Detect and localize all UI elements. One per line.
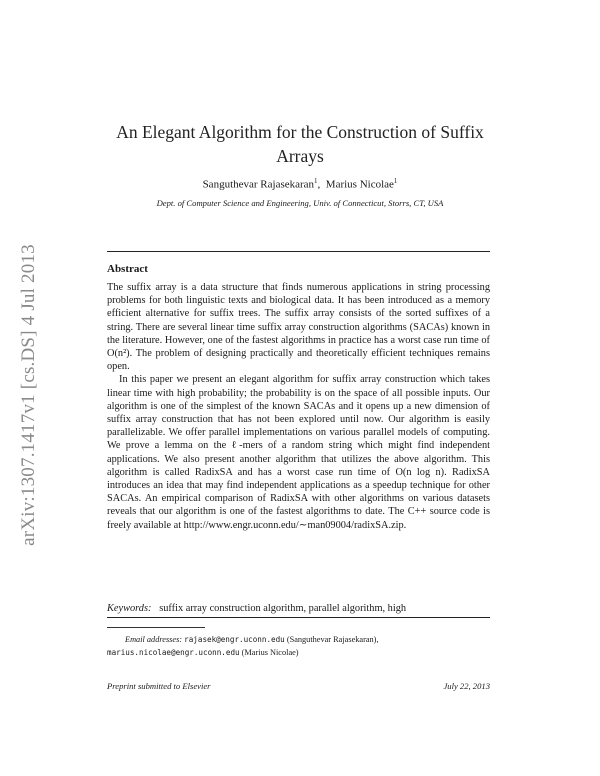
abstract-heading: Abstract xyxy=(107,263,148,275)
title-line-2: Arrays xyxy=(276,146,324,166)
author-2-mark: 1 xyxy=(393,177,398,185)
paper-title xyxy=(110,120,490,168)
keywords xyxy=(107,602,490,615)
footnote-rule xyxy=(107,627,205,628)
email-2[interactable]: marius.nicolae@engr.uconn.edu xyxy=(107,647,240,657)
footnote-line-1 xyxy=(107,634,490,647)
arxiv-stamp xyxy=(18,205,40,585)
author-1: Sanguthevar Rajasekaran xyxy=(202,178,315,191)
abstract-top-rule xyxy=(107,251,490,252)
title-line-1: An Elegant Algorithm for the Construction of Suffix xyxy=(116,122,484,142)
email-2-owner: (Marius Nicolae) xyxy=(241,647,299,657)
author-1-mark: 1 xyxy=(314,177,318,185)
abstract-bottom-rule xyxy=(107,617,490,618)
footer-preprint: Preprint submitted to Elsevier xyxy=(107,681,211,691)
footnote-line-2 xyxy=(107,647,490,660)
page-footer xyxy=(107,681,490,691)
affiliation: Dept. of Computer Science and Engineering, Univ. of Connecticut, Storrs, CT, USA xyxy=(156,198,444,208)
abstract-body xyxy=(107,281,490,532)
abstract-paragraph-1: The suffix array is a data structure that finds numerous applications in string processing problems for both linguistic texts and biological data. It has been introduced as a memory efficient alternative for suffix trees. The suffix array consists of the sorted suffixes of a string. There are several linear time suffix array construction algorithms (SACAs) known in the literature. However, one of the fastest algorithms in practice has a worst case run time of O(n²). The problem of designing practically and theoretically efficient techniques remains open. xyxy=(107,282,490,373)
keywords-label: Keywords: xyxy=(107,603,152,614)
footer-date: July 22, 2013 xyxy=(443,681,490,691)
author-list: Sanguthevar Rajasekaran$^1$, Marius Nicolae$^1$ xyxy=(202,177,398,191)
email-1[interactable]: rajasek@engr.uconn.edu xyxy=(184,635,285,644)
abstract-paragraph-2: In this paper we present an elegant algorithm for suffix array construction which takes linear time with high probability; the probability is on the space of all possible inputs. Our algorithm is one of the simplest of the known SACAs and it opens up a new dimension of suffix array construction that has not been explored until now. Our algorithm is easily parallelizable. We offer parallel implementations on various parallel models of computing. We prove a lemma on the ℓ-mers of a random string which might find independent applications. We also present another algorithm that utilizes the above algorithm. This algorithm is called RadixSA and has a worst case run time of O(n log n). RadixSA introduces an idea that may find independent applications as a speedup technique for other SACAs. An empirical comparison of RadixSA with other algorithms on various datasets reveals that our algorithm is one of the fastest algorithms to date. The C++ source code is freely available at http://www.engr.uconn.edu/∼man09004/radixSA.zip. xyxy=(107,374,490,531)
keywords-text: suffix array construction algorithm, parallel algorithm, high xyxy=(159,603,407,614)
footnote-label: Email addresses: xyxy=(125,635,183,644)
footnote xyxy=(107,634,490,659)
arxiv-stamp-text: arXiv:1307.1417v1 [cs.DS] 4 Jul 2013 xyxy=(18,244,39,546)
email-1-owner: (Sanguthevar Rajasekaran), xyxy=(286,635,379,644)
author-2: Marius Nicolae xyxy=(325,178,394,191)
